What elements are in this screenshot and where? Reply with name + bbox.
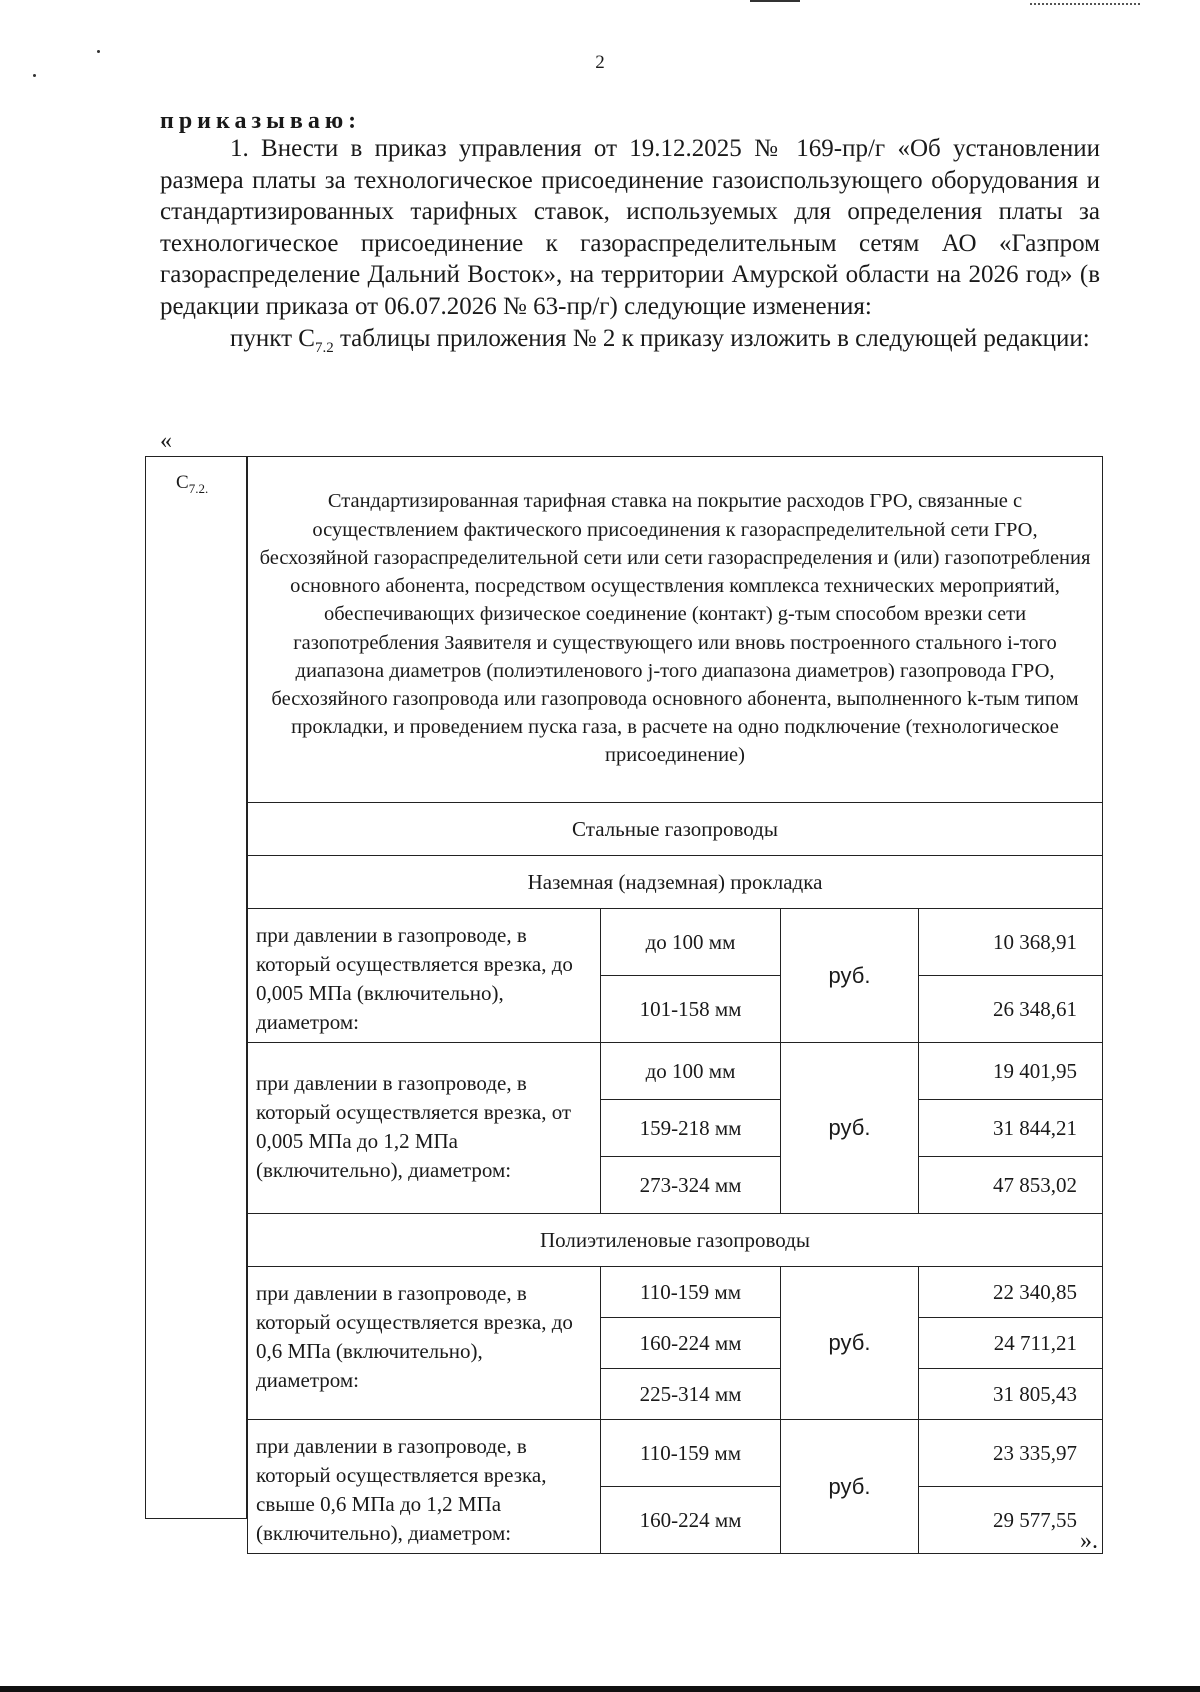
paragraph-2-start: пункт С [230,324,315,352]
tariff-value: 19 401,95 [919,1043,1103,1100]
diameter-cell: 101-158 мм [601,976,781,1043]
paragraph-1: 1. Внести в приказ управления от 19.12.2025 № 169-пр/г «Об установлении размера платы за технологическое присоединение газоиспользующего оборудования и стандартизированных тарифных ставок, используемых для определения платы за технологическое присоединение к газораспределительным сетям АО «Газпром газораспределение Дальний Восток», на территории Амурской области на 2026 год» (в редакции приказа от 06.07.2026 № 63-пр/г) следующие изменения: [160,135,1100,320]
diameter-cell: 160-224 мм [601,1318,781,1369]
table-row [248,1043,1103,1100]
table-row [248,1214,1103,1267]
diameter-cell: 160-224 мм [601,1487,781,1554]
diameter-cell: 110-159 мм [601,1420,781,1487]
paragraph-2-end: таблицы приложения № 2 к приказу изложить в следующей редакции: [333,324,1090,352]
tariff-value: 22 340,85 [919,1267,1103,1318]
tariff-value: 47 853,02 [919,1157,1103,1214]
tariff-description: Стандартизированная тарифная ставка на покрытие расходов ГРО, связанные с осуществлением фактического присоединения к газораспределительной сети ГРО, бесхозяйной газораспределительной сети или сети газораспределения и (или) газопотребления основного абонента, посредством осуществления комплекса технических мероприятий, обеспечивающих физическое соединение (контакт) g-тым способом врезки сети газопотребления Заявителя и существующего или вновь построенного стального i-того диапазона диаметров (полиэтиленового j-того диапазона диаметров) газопровода ГРО, бесхозяйного газопровода или газопровода основного абонента, выполненного k-тым типом прокладки, и проведением пуска газа, в расчете на одно подключение (технологическое присоединение) [248,457,1103,803]
table-row [248,909,1103,976]
paragraph-2-subscript: 7.2 [314,339,334,356]
section-header-polyethylene: Полиэтиленовые газопроводы [248,1214,1103,1267]
table-code-main: С [176,472,189,493]
scan-artifact [1030,0,1140,5]
close-quote: ». [1080,1528,1098,1554]
table-row [248,457,1103,803]
diameter-cell: 110-159 мм [601,1267,781,1318]
tariff-value: 10 368,91 [919,909,1103,976]
table-row [248,856,1103,909]
scan-artifact [0,1686,1200,1692]
diameter-cell: до 100 мм [601,1043,781,1100]
table-row [248,1267,1103,1318]
unit-cell: руб. [781,909,919,1043]
tariff-value: 31 844,21 [919,1100,1103,1157]
scan-artifact [750,0,800,2]
diameter-cell: до 100 мм [601,909,781,976]
scan-artifact [33,74,36,77]
table-row [248,803,1103,856]
pressure-condition: при давлении в газопроводе, в который осуществляется врезка, до 0,6 МПа (включительно), диаметром: [248,1267,601,1420]
tariff-table [247,456,1103,1554]
open-quote: « [160,428,172,454]
tariff-value: 24 711,21 [919,1318,1103,1369]
tariff-value: 31 805,43 [919,1369,1103,1420]
unit-cell: руб. [781,1267,919,1420]
tariff-value: 23 335,97 [919,1420,1103,1487]
body-text [160,133,1100,364]
unit-cell: руб. [781,1420,919,1554]
tariff-value: 26 348,61 [919,976,1103,1043]
table-row [248,1420,1103,1487]
diameter-cell: 159-218 мм [601,1100,781,1157]
table-code [176,472,208,497]
table-code-cell [145,456,247,1519]
page-number: 2 [595,52,605,73]
table-code-sub: 7.2. [188,480,209,496]
section-header-steel: Стальные газопроводы [248,803,1103,856]
section-header-overground: Наземная (надземная) прокладка [248,856,1103,909]
diameter-cell: 273-324 мм [601,1157,781,1214]
paragraph-2 [160,323,1100,365]
pressure-condition: при давлении в газопроводе, в который осуществляется врезка, от 0,005 МПа до 1,2 МПа (включительно), диаметром: [248,1043,601,1214]
pressure-condition: при давлении в газопроводе, в который осуществляется врезка, свыше 0,6 МПа до 1,2 МПа (включительно), диаметром: [248,1420,601,1554]
order-word: приказываю: [160,108,362,134]
unit-cell: руб. [781,1043,919,1214]
diameter-cell: 225-314 мм [601,1369,781,1420]
pressure-condition: при давлении в газопроводе, в который осуществляется врезка, до 0,005 МПа (включительно), диаметром: [248,909,601,1043]
tariff-value: 29 577,55 [919,1487,1103,1554]
